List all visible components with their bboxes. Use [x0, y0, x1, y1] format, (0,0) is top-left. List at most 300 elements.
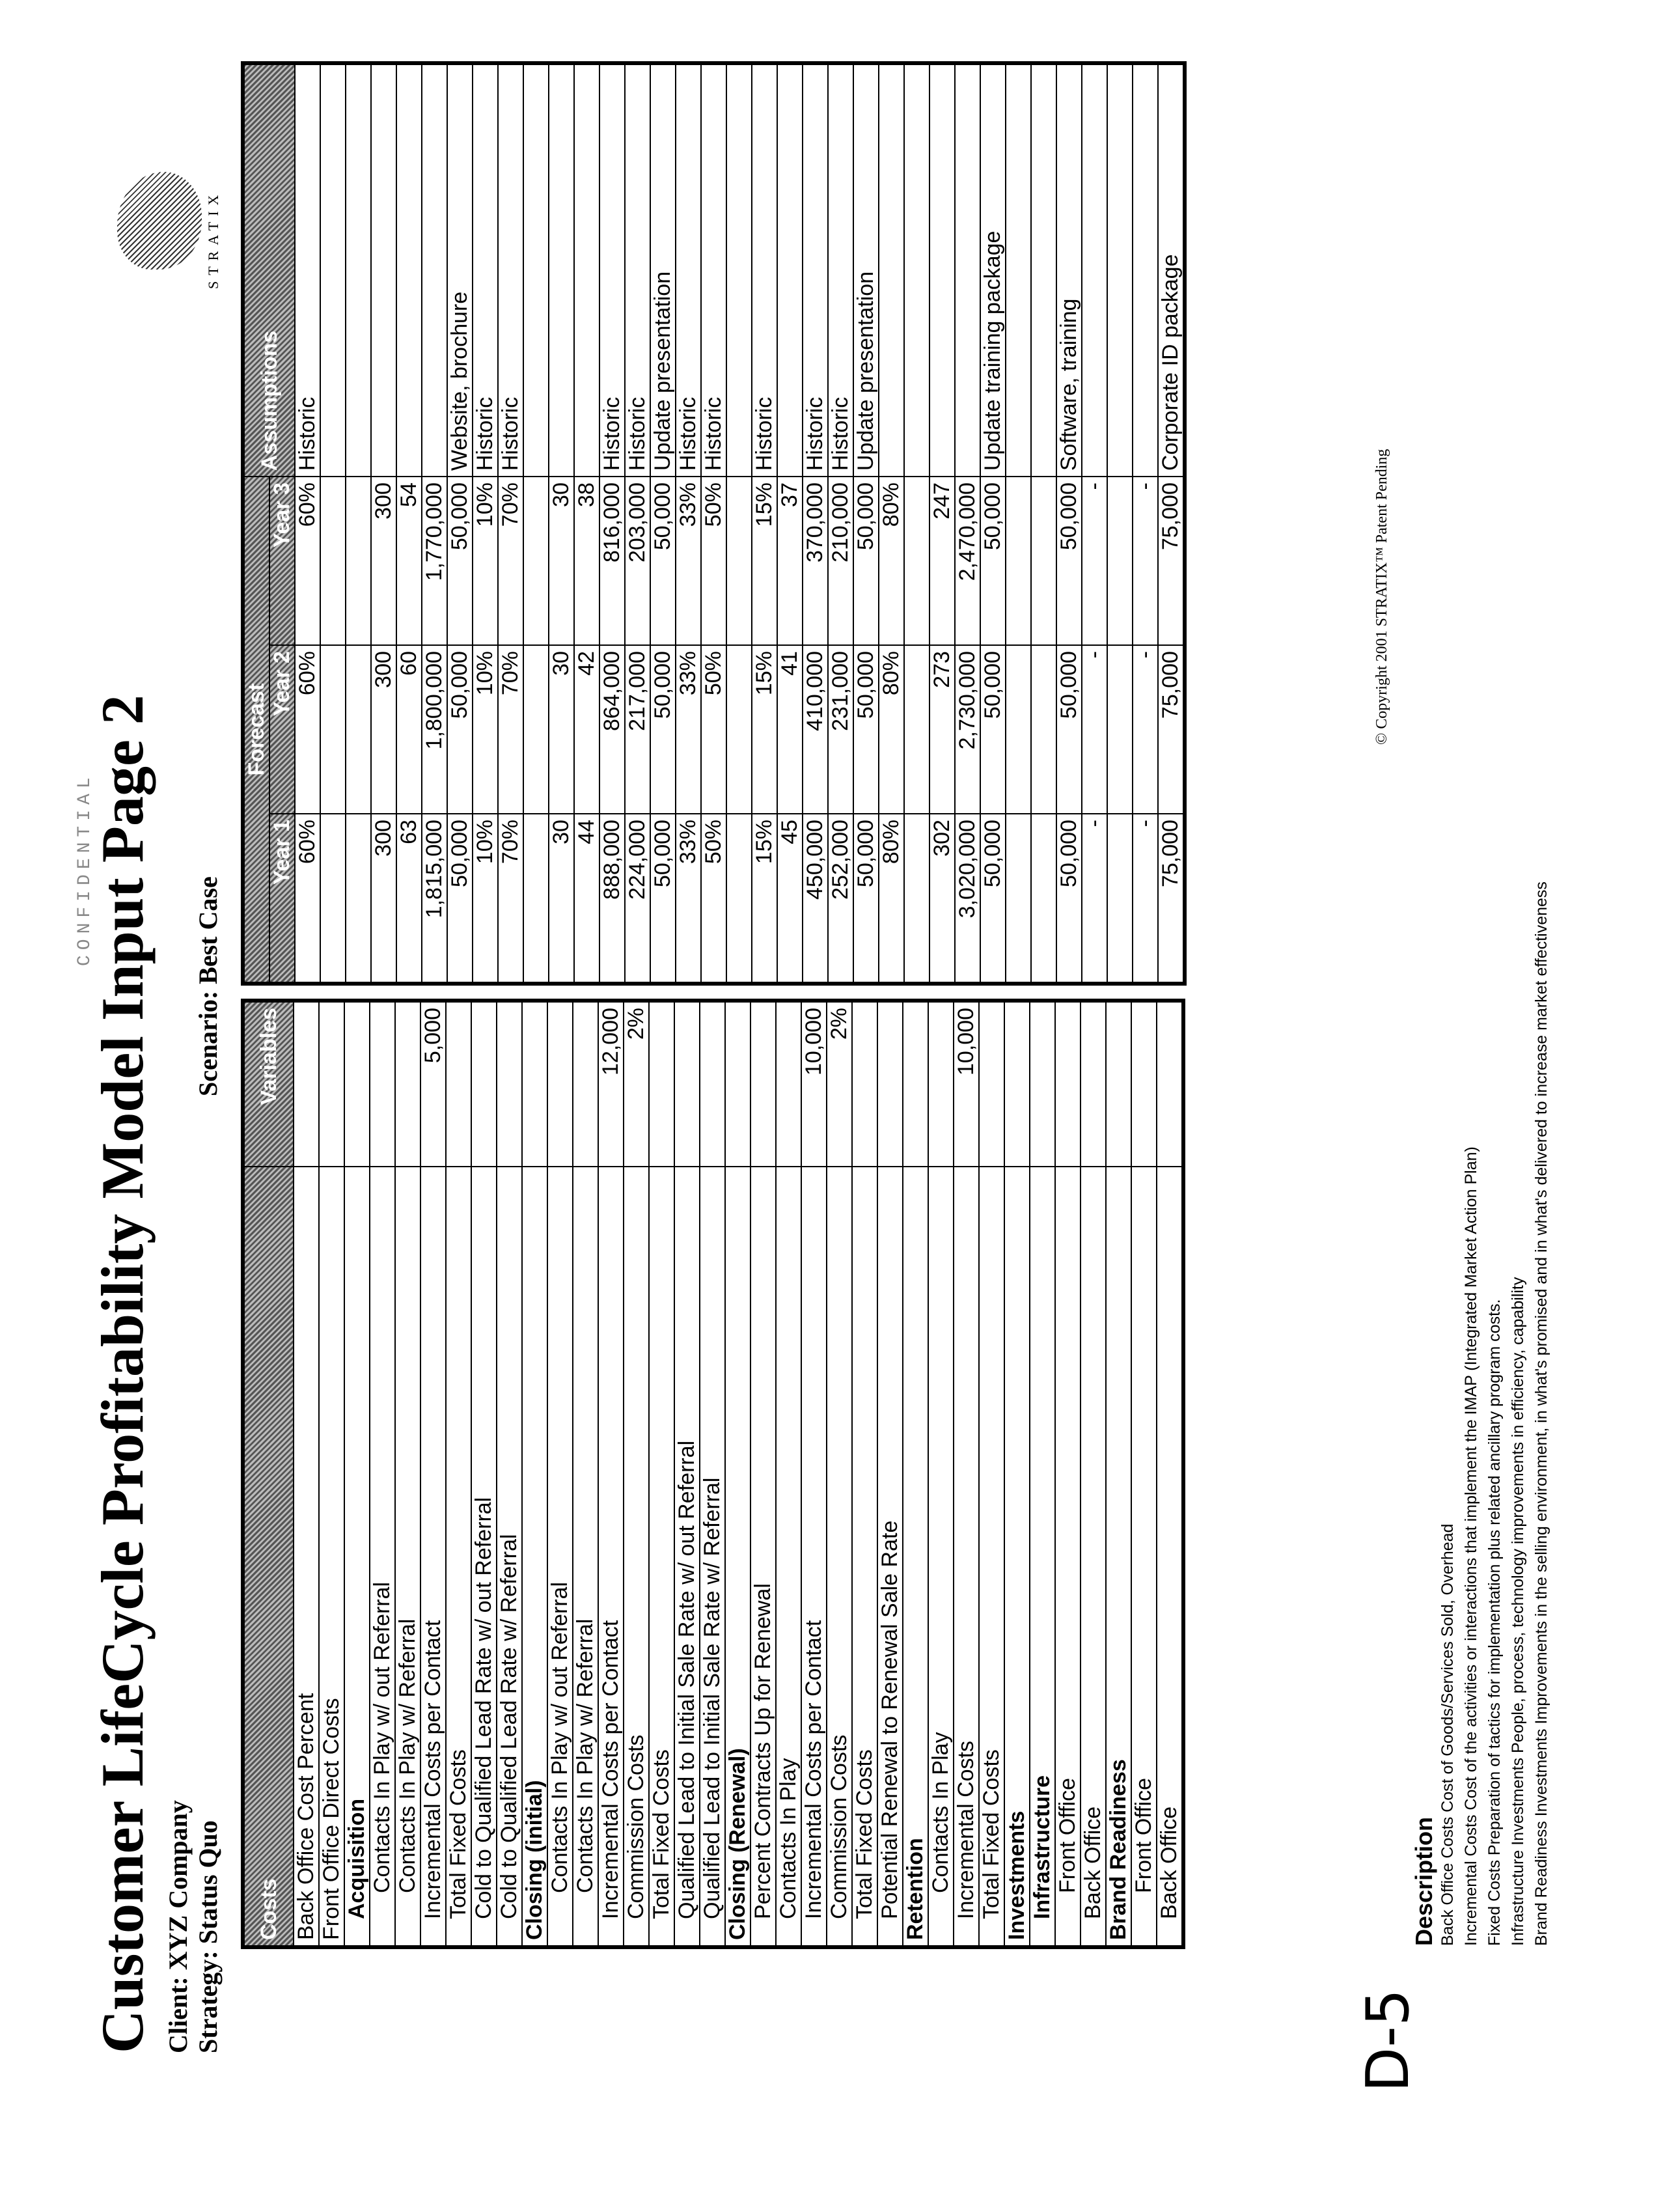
assumption-cell[interactable]: Corporate ID package: [1158, 63, 1185, 477]
assumption-cell[interactable]: [1133, 63, 1158, 477]
assumption-cell[interactable]: [549, 63, 574, 477]
table-row: [625, 63, 650, 984]
variable-cell[interactable]: [979, 1001, 1004, 1167]
table-row: [954, 1001, 979, 1947]
table-row: [852, 1001, 877, 1947]
table-row: [1082, 63, 1107, 984]
table-row: [1107, 63, 1133, 984]
assumption-cell[interactable]: Software, training: [1056, 63, 1082, 477]
year-1-cell[interactable]: 44: [574, 814, 599, 984]
table-row: [422, 63, 447, 984]
year-1-cell[interactable]: [346, 814, 371, 984]
variable-cell[interactable]: [319, 1001, 344, 1167]
year-2-cell[interactable]: 273: [930, 645, 955, 814]
assumption-cell[interactable]: [574, 63, 599, 477]
variable-cell[interactable]: [1157, 1001, 1183, 1167]
assumption-cell[interactable]: Historic: [625, 63, 650, 477]
costs-table-body: [294, 1001, 1183, 1947]
year-3-cell[interactable]: 300: [371, 477, 396, 645]
assumption-cell[interactable]: Historic: [752, 63, 777, 477]
table-row: [497, 1001, 522, 1947]
scenario-label: Scenario:: [193, 990, 223, 1096]
description-line: Incremental Costs Cost of the activities or interactions that implement the IMAP (Integrated Market Action Plan): [1462, 1146, 1480, 1946]
variable-cell[interactable]: [928, 1001, 954, 1167]
year-3-cell[interactable]: [904, 477, 930, 645]
year-3-cell[interactable]: 15%: [752, 477, 777, 645]
table-row: [598, 1001, 624, 1947]
cost-label: Closing (initial): [522, 1167, 547, 1947]
table-row: [1081, 1001, 1106, 1947]
cost-label: Incremental Costs: [954, 1167, 979, 1947]
year-2-cell[interactable]: 75,000: [1158, 645, 1185, 814]
year-2-header: Year 2: [269, 645, 295, 814]
year-2-cell[interactable]: 10%: [473, 645, 498, 814]
year-2-cell[interactable]: 410,000: [803, 645, 828, 814]
year-3-cell[interactable]: 2,470,000: [955, 477, 980, 645]
table-row: [599, 63, 625, 984]
scenario-value: Best Case: [193, 876, 223, 984]
table-row: [904, 63, 930, 984]
year-3-cell[interactable]: 50,000: [853, 477, 879, 645]
year-2-cell[interactable]: -: [1082, 645, 1107, 814]
variable-cell[interactable]: [750, 1001, 776, 1167]
cost-label: Retention: [903, 1167, 928, 1947]
year-1-cell[interactable]: 70%: [498, 814, 523, 984]
table-row: [750, 1001, 776, 1947]
cost-label: Closing (Renewal): [725, 1167, 750, 1947]
table-row: [676, 63, 701, 984]
variable-cell[interactable]: [344, 1001, 370, 1167]
assumption-cell[interactable]: [320, 63, 346, 477]
table-row: [624, 1001, 649, 1947]
cost-label: Contacts In Play w/ Referral: [573, 1167, 598, 1947]
variable-cell[interactable]: [700, 1001, 725, 1167]
year-3-cell[interactable]: 203,000: [625, 477, 650, 645]
cost-label: Incremental Costs per Contact: [598, 1167, 624, 1947]
table-row: [980, 63, 1006, 984]
year-2-cell[interactable]: [346, 645, 371, 814]
table-row: [446, 1001, 471, 1947]
year-2-cell[interactable]: 300: [371, 645, 396, 814]
assumption-cell[interactable]: [396, 63, 422, 477]
assumption-cell[interactable]: Historic: [803, 63, 828, 477]
description-block: [1412, 881, 1553, 1946]
table-row: [319, 1001, 344, 1947]
year-3-cell[interactable]: 50%: [701, 477, 726, 645]
assumption-cell[interactable]: Historic: [498, 63, 523, 477]
description-line: Brand Readiness Investments Improvements in the selling environment, in what's promised and in what's delivered to increase market effectiveness: [1532, 881, 1550, 1946]
table-row: [574, 63, 599, 984]
variable-cell[interactable]: [1131, 1001, 1157, 1167]
variable-cell[interactable]: 5,000: [420, 1001, 446, 1167]
variable-cell[interactable]: [903, 1001, 928, 1167]
assumption-cell[interactable]: Update presentation: [853, 63, 879, 477]
table-row: [700, 1001, 725, 1947]
assumption-cell[interactable]: Historic: [599, 63, 625, 477]
table-row: [1055, 1001, 1081, 1947]
cost-label: Incremental Costs per Contact: [801, 1167, 827, 1947]
year-1-cell[interactable]: 302: [930, 814, 955, 984]
cost-label: Contacts In Play: [776, 1167, 801, 1947]
year-3-cell[interactable]: [523, 477, 549, 645]
table-row: [320, 63, 346, 984]
assumption-cell[interactable]: [422, 63, 447, 477]
description-line: Back Office Costs Cost of Goods/Services Sold, Overhead: [1439, 1523, 1457, 1946]
year-3-cell[interactable]: 80%: [879, 477, 904, 645]
year-1-cell[interactable]: 10%: [473, 814, 498, 984]
year-1-cell[interactable]: [1006, 814, 1031, 984]
logo-brand: STRATIX: [205, 189, 221, 289]
cost-label: Percent Contracts Up for Renewal: [750, 1167, 776, 1947]
strategy-line: [193, 1820, 223, 2053]
assumption-cell[interactable]: [371, 63, 396, 477]
client-line: [163, 1800, 193, 2053]
year-2-cell[interactable]: 50,000: [650, 645, 676, 814]
year-1-cell[interactable]: [523, 814, 549, 984]
year-3-cell[interactable]: 60%: [295, 477, 320, 645]
table-row: [1157, 1001, 1183, 1947]
year-1-cell[interactable]: 1,815,000: [422, 814, 447, 984]
year-3-cell[interactable]: 54: [396, 477, 422, 645]
assumption-cell[interactable]: [346, 63, 371, 477]
cost-label: Qualified Lead to Initial Sale Rate w/ out Referral: [674, 1167, 700, 1947]
year-2-cell[interactable]: [726, 645, 752, 814]
variable-cell[interactable]: 12,000: [598, 1001, 624, 1167]
year-3-cell[interactable]: -: [1133, 477, 1158, 645]
cost-label: Front Office: [1131, 1167, 1157, 1947]
table-row: [649, 1001, 674, 1947]
year-2-cell[interactable]: 33%: [676, 645, 701, 814]
table-row: [370, 1001, 395, 1947]
year-1-cell[interactable]: 50%: [701, 814, 726, 984]
table-row: [979, 1001, 1004, 1947]
year-3-cell[interactable]: 37: [777, 477, 803, 645]
cost-label: Contacts In Play w/ out Referral: [370, 1167, 395, 1947]
assumption-cell[interactable]: Historic: [473, 63, 498, 477]
page-title: Customer LifeCycle Profitability Model Input Page 2: [89, 695, 156, 2053]
assumption-cell[interactable]: Update training package: [980, 63, 1006, 477]
variable-cell[interactable]: [776, 1001, 801, 1167]
variable-cell[interactable]: [1081, 1001, 1106, 1167]
table-row: [853, 63, 879, 984]
assumption-cell[interactable]: [879, 63, 904, 477]
table-row: [650, 63, 676, 984]
assumption-cell[interactable]: [955, 63, 980, 477]
stratix-logo-icon: [117, 172, 202, 270]
variable-cell[interactable]: [370, 1001, 395, 1167]
table-row: [1131, 1001, 1157, 1947]
variable-cell[interactable]: 2%: [624, 1001, 649, 1167]
year-2-cell[interactable]: 41: [777, 645, 803, 814]
year-2-cell[interactable]: 15%: [752, 645, 777, 814]
year-3-cell[interactable]: 50,000: [447, 477, 473, 645]
table-row: [1056, 63, 1082, 984]
year-1-cell[interactable]: 888,000: [599, 814, 625, 984]
variable-cell[interactable]: [1106, 1001, 1131, 1167]
forecast-table: [241, 61, 1187, 986]
variable-cell[interactable]: [573, 1001, 598, 1167]
year-1-cell[interactable]: 224,000: [625, 814, 650, 984]
table-row: [473, 63, 498, 984]
description-heading: Description: [1411, 1816, 1437, 1946]
forecast-header: Forecast: [243, 477, 269, 984]
table-row: [725, 1001, 750, 1947]
year-2-cell[interactable]: 50%: [701, 645, 726, 814]
table-row: [371, 63, 396, 984]
assumption-cell[interactable]: Historic: [295, 63, 320, 477]
year-2-cell[interactable]: [1006, 645, 1031, 814]
table-row: [547, 1001, 573, 1947]
assumption-cell[interactable]: [904, 63, 930, 477]
year-3-cell[interactable]: [1107, 477, 1133, 645]
cost-label: Back Office: [1081, 1167, 1106, 1947]
cost-label: Commission Costs: [624, 1167, 649, 1947]
table-row: [1030, 1001, 1055, 1947]
year-2-cell[interactable]: 1,800,000: [422, 645, 447, 814]
assumption-cell[interactable]: [1031, 63, 1056, 477]
table-row: [523, 63, 549, 984]
table-row: [877, 1001, 903, 1947]
year-3-cell[interactable]: 1,770,000: [422, 477, 447, 645]
variable-cell[interactable]: [294, 1001, 319, 1167]
year-1-cell[interactable]: 50,000: [447, 814, 473, 984]
year-2-cell[interactable]: -: [1133, 645, 1158, 814]
table-row: [395, 1001, 420, 1947]
variable-cell[interactable]: [649, 1001, 674, 1167]
year-1-cell[interactable]: 50,000: [1056, 814, 1082, 984]
year-3-cell[interactable]: 30: [549, 477, 574, 645]
year-1-cell[interactable]: -: [1082, 814, 1107, 984]
year-3-cell[interactable]: [320, 477, 346, 645]
assumption-cell[interactable]: [777, 63, 803, 477]
year-2-cell[interactable]: 42: [574, 645, 599, 814]
year-3-cell[interactable]: [1006, 477, 1031, 645]
year-1-cell[interactable]: 33%: [676, 814, 701, 984]
year-1-cell[interactable]: [726, 814, 752, 984]
table-row: [295, 63, 320, 984]
year-2-cell[interactable]: 60%: [295, 645, 320, 814]
table-row: [346, 63, 371, 984]
table-row: [701, 63, 726, 984]
assumption-cell[interactable]: [1107, 63, 1133, 477]
stratix-logo: [117, 120, 247, 315]
table-row: [471, 1001, 497, 1947]
table-row: [1158, 63, 1185, 984]
variable-cell[interactable]: [395, 1001, 420, 1167]
table-row: [549, 63, 574, 984]
variable-cell[interactable]: [852, 1001, 877, 1167]
year-1-cell[interactable]: [1031, 814, 1056, 984]
year-3-cell[interactable]: -: [1082, 477, 1107, 645]
cost-label: Cold to Qualified Lead Rate w/ Referral: [497, 1167, 522, 1947]
cost-label: Contacts In Play w/ Referral: [395, 1167, 420, 1947]
year-2-cell[interactable]: 30: [549, 645, 574, 814]
year-1-cell[interactable]: 60%: [295, 814, 320, 984]
variable-cell[interactable]: [1004, 1001, 1030, 1167]
year-1-cell[interactable]: 252,000: [828, 814, 853, 984]
assumption-cell[interactable]: [523, 63, 549, 477]
variables-header: Variables: [243, 1001, 294, 1167]
table-row: [776, 1001, 801, 1947]
year-3-cell[interactable]: 33%: [676, 477, 701, 645]
assumptions-header: Assumptions: [243, 63, 295, 477]
table-row: [726, 63, 752, 984]
year-2-cell[interactable]: [1031, 645, 1056, 814]
cost-label: Total Fixed Costs: [979, 1167, 1004, 1947]
assumption-cell[interactable]: Historic: [701, 63, 726, 477]
year-1-cell[interactable]: 80%: [879, 814, 904, 984]
year-1-header: Year 1: [269, 814, 295, 984]
forecast-table-body: [295, 63, 1185, 984]
year-2-cell[interactable]: 217,000: [625, 645, 650, 814]
year-2-cell[interactable]: 70%: [498, 645, 523, 814]
year-1-cell[interactable]: [320, 814, 346, 984]
cost-label: Acquisition: [344, 1167, 370, 1947]
year-3-cell[interactable]: 210,000: [828, 477, 853, 645]
description-line: Infrastructure Investments People, process, technology improvements in efficiency, capability: [1509, 1277, 1527, 1946]
table-row: [803, 63, 828, 984]
client-label: Client:: [163, 1976, 193, 2053]
cost-label: Contacts In Play: [928, 1167, 954, 1947]
faded-stamp: CONFIDENTIAL: [75, 772, 95, 966]
year-2-cell[interactable]: 50,000: [853, 645, 879, 814]
assumption-cell[interactable]: [1006, 63, 1031, 477]
variable-cell[interactable]: [1030, 1001, 1055, 1167]
year-3-cell[interactable]: 10%: [473, 477, 498, 645]
cost-label: Commission Costs: [827, 1167, 852, 1947]
year-3-cell[interactable]: [726, 477, 752, 645]
year-3-cell[interactable]: 50,000: [980, 477, 1006, 645]
year-1-cell[interactable]: 50,000: [853, 814, 879, 984]
table-row: [573, 1001, 598, 1947]
year-1-cell[interactable]: 3,020,000: [955, 814, 980, 984]
cost-label: Back Office Cost Percent: [294, 1167, 319, 1947]
costs-header: Costs: [243, 1167, 294, 1947]
year-3-cell[interactable]: 75,000: [1158, 477, 1185, 645]
year-2-cell[interactable]: 2,730,000: [955, 645, 980, 814]
year-2-cell[interactable]: 60: [396, 645, 422, 814]
table-row: [1106, 1001, 1131, 1947]
year-3-cell[interactable]: 247: [930, 477, 955, 645]
handwritten-page-label: D-5: [1354, 1988, 1422, 2092]
table-row: [879, 63, 904, 984]
year-1-cell[interactable]: 75,000: [1158, 814, 1185, 984]
table-row: [928, 1001, 954, 1947]
year-2-cell[interactable]: [523, 645, 549, 814]
variable-cell[interactable]: [547, 1001, 573, 1167]
variable-cell[interactable]: [471, 1001, 497, 1167]
table-row: [801, 1001, 827, 1947]
year-3-cell[interactable]: 38: [574, 477, 599, 645]
year-2-cell[interactable]: 80%: [879, 645, 904, 814]
table-row: [294, 1001, 319, 1947]
description-line: Fixed Costs Preparation of tactics for implementation plus related ancillary program costs.: [1485, 1299, 1504, 1946]
year-3-cell[interactable]: 50,000: [650, 477, 676, 645]
cost-label: Front Office Direct Costs: [319, 1167, 344, 1947]
table-row: [752, 63, 777, 984]
table-row: [930, 63, 955, 984]
assumption-cell[interactable]: Historic: [828, 63, 853, 477]
strategy-label: Strategy:: [193, 1950, 223, 2053]
year-1-cell[interactable]: 15%: [752, 814, 777, 984]
year-1-cell[interactable]: 300: [371, 814, 396, 984]
variable-cell[interactable]: [522, 1001, 547, 1167]
assumption-cell[interactable]: [930, 63, 955, 477]
year-1-cell[interactable]: 63: [396, 814, 422, 984]
variable-cell[interactable]: [446, 1001, 471, 1167]
year-1-cell[interactable]: [1107, 814, 1133, 984]
table-row: [1006, 63, 1031, 984]
table-row: [777, 63, 803, 984]
client-value: XYZ Company: [163, 1800, 193, 1971]
table-row: [827, 1001, 852, 1947]
cost-label: Cold to Qualified Lead Rate w/ out Referral: [471, 1167, 497, 1947]
year-3-cell[interactable]: [346, 477, 371, 645]
year-1-cell[interactable]: [904, 814, 930, 984]
assumption-cell[interactable]: Historic: [676, 63, 701, 477]
year-1-cell[interactable]: 50,000: [980, 814, 1006, 984]
year-1-cell[interactable]: 50,000: [650, 814, 676, 984]
strategy-value: Status Quo: [193, 1820, 223, 1945]
costs-table: [241, 999, 1185, 1949]
cost-label: Back Office: [1157, 1167, 1183, 1947]
year-3-cell[interactable]: [1031, 477, 1056, 645]
year-1-cell[interactable]: -: [1133, 814, 1158, 984]
year-2-cell[interactable]: [1107, 645, 1133, 814]
assumption-cell[interactable]: [726, 63, 752, 477]
year-2-cell[interactable]: 50,000: [980, 645, 1006, 814]
year-1-cell[interactable]: 450,000: [803, 814, 828, 984]
year-3-cell[interactable]: 370,000: [803, 477, 828, 645]
table-row: [955, 63, 980, 984]
variable-cell[interactable]: [725, 1001, 750, 1167]
table-row: [1031, 63, 1056, 984]
variable-cell[interactable]: [674, 1001, 700, 1167]
table-row: [420, 1001, 446, 1947]
cost-label: Front Office: [1055, 1167, 1081, 1947]
cost-label: Incremental Costs per Contact: [420, 1167, 446, 1947]
year-3-cell[interactable]: 70%: [498, 477, 523, 645]
year-1-cell[interactable]: 30: [549, 814, 574, 984]
table-row: [498, 63, 523, 984]
variable-cell[interactable]: [877, 1001, 903, 1167]
year-3-cell[interactable]: 50,000: [1056, 477, 1082, 645]
cost-label: Total Fixed Costs: [446, 1167, 471, 1947]
table-row: [447, 63, 473, 984]
year-2-cell[interactable]: 50,000: [447, 645, 473, 814]
table-row: [344, 1001, 370, 1947]
table-row: [903, 1001, 928, 1947]
year-2-cell[interactable]: 864,000: [599, 645, 625, 814]
year-3-cell[interactable]: 816,000: [599, 477, 625, 645]
table-row: [828, 63, 853, 984]
variable-cell[interactable]: 10,000: [801, 1001, 827, 1167]
assumption-cell[interactable]: Website, brochure: [447, 63, 473, 477]
variable-cell[interactable]: [1055, 1001, 1081, 1167]
variable-cell[interactable]: 2%: [827, 1001, 852, 1167]
year-2-cell[interactable]: 50,000: [1056, 645, 1082, 814]
cost-label: Contacts In Play w/ out Referral: [547, 1167, 573, 1947]
year-1-cell[interactable]: 45: [777, 814, 803, 984]
year-2-cell[interactable]: [904, 645, 930, 814]
year-2-cell[interactable]: 231,000: [828, 645, 853, 814]
variable-cell[interactable]: 10,000: [954, 1001, 979, 1167]
assumption-cell[interactable]: [1082, 63, 1107, 477]
variable-cell[interactable]: [497, 1001, 522, 1167]
assumption-cell[interactable]: Update presentation: [650, 63, 676, 477]
year-2-cell[interactable]: [320, 645, 346, 814]
table-row: [1004, 1001, 1030, 1947]
